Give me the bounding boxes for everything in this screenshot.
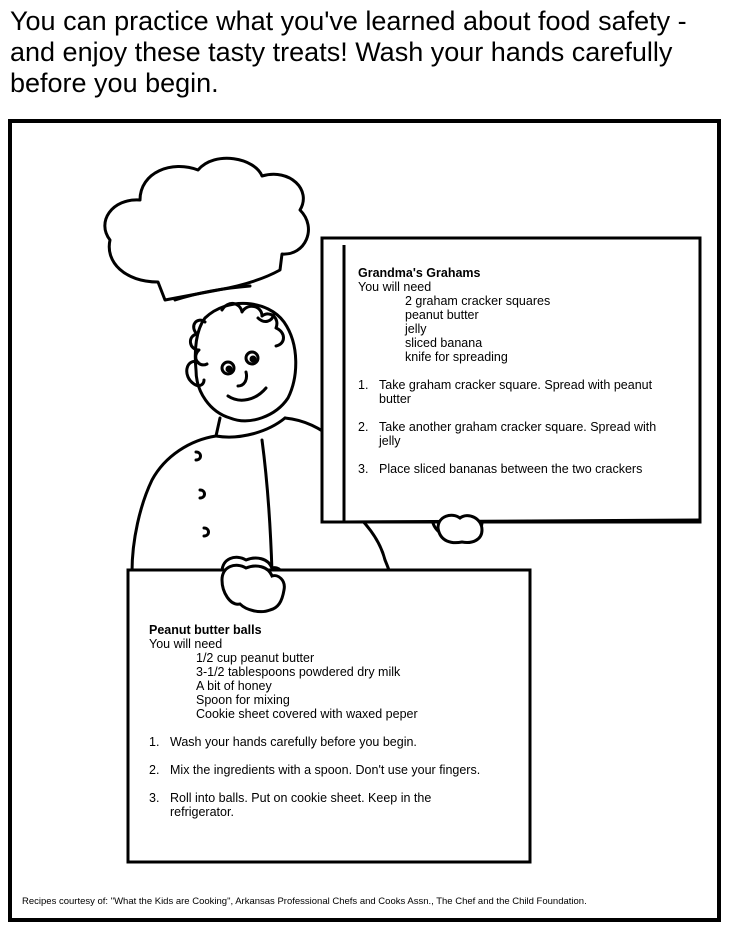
step-number: 3. — [149, 791, 160, 805]
recipe-title: Grandma's Grahams — [358, 266, 481, 280]
need-label: You will need — [358, 280, 432, 294]
ingredient-item: jelly — [405, 322, 427, 336]
need-label: You will need — [149, 637, 223, 651]
ingredient-item: 1/2 cup peanut butter — [196, 651, 315, 665]
ingredient-item: peanut butter — [405, 308, 479, 322]
step-text: Take another graham cracker square. Spread with jelly — [379, 420, 657, 448]
step-item — [149, 791, 449, 819]
step-item — [358, 378, 676, 406]
ingredient-list — [149, 651, 509, 721]
step-item — [358, 420, 676, 448]
recipe-card-peanut-butter-balls — [149, 623, 509, 833]
step-item — [149, 763, 509, 777]
ingredient-item: A bit of honey — [196, 679, 272, 693]
step-text: Mix the ingredients with a spoon. Don't use your fingers. — [170, 763, 481, 777]
ingredient-item: 2 graham cracker squares — [405, 294, 551, 308]
recipe-card-grahams — [358, 266, 676, 490]
step-number: 2. — [149, 763, 160, 777]
step-text: Take graham cracker square. Spread with peanut butter — [379, 378, 653, 406]
recipe-title: Peanut butter balls — [149, 623, 262, 637]
step-number: 1. — [358, 378, 369, 392]
step-text: Place sliced bananas between the two crackers — [379, 462, 643, 476]
step-item — [358, 462, 676, 476]
step-item — [149, 735, 509, 749]
step-list — [358, 378, 676, 476]
ingredient-item: sliced banana — [405, 336, 483, 350]
recipe-credit: Recipes courtesy of: "What the Kids are Cooking", Arkansas Professional Chefs and Cooks Assn., The Chef and the Child Foundation. — [22, 896, 587, 907]
step-number: 2. — [358, 420, 369, 434]
ingredient-item: Spoon for mixing — [196, 693, 290, 707]
step-number: 1. — [149, 735, 160, 749]
ingredient-list — [358, 294, 676, 364]
chef-head-icon — [195, 303, 295, 420]
step-number: 3. — [358, 462, 369, 476]
step-text: Wash your hands carefully before you begin. — [170, 735, 417, 749]
chef-hat-icon — [105, 158, 309, 300]
step-list — [149, 735, 509, 819]
ingredient-item: 3-1/2 tablespoons powdered dry milk — [196, 665, 401, 679]
step-text: Roll into balls. Put on cookie sheet. Keep in the refrigerator. — [170, 791, 432, 819]
ingredient-item: Cookie sheet covered with waxed peper — [196, 707, 418, 721]
intro-heading: You can practice what you've learned about food safety - and enjoy these tasty treats! Wash your hands carefully before you begin. — [10, 6, 687, 98]
ingredient-item: knife for spreading — [405, 350, 508, 364]
